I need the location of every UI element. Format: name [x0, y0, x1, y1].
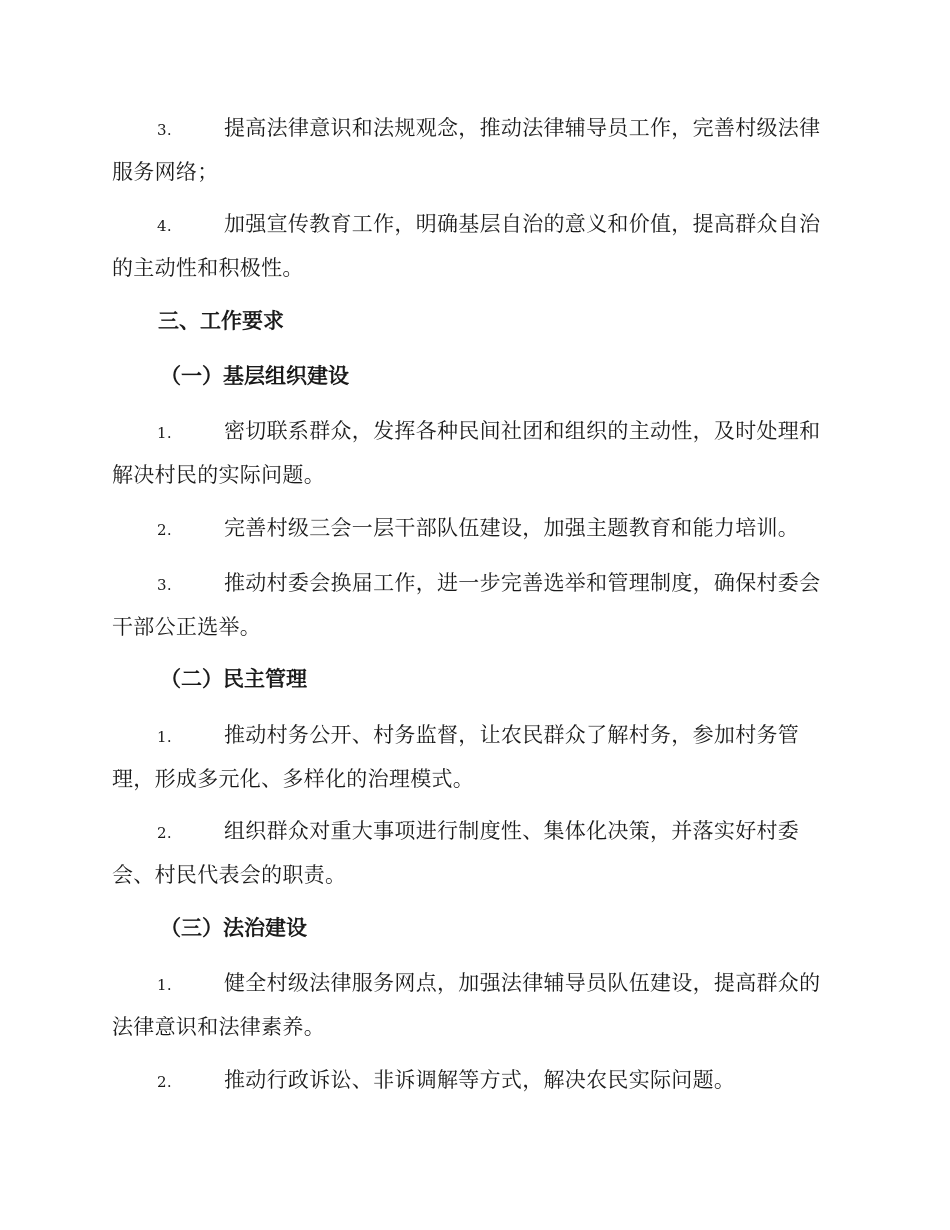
list-item [112, 810, 836, 896]
list-item [112, 107, 836, 193]
item-number: 1. [157, 728, 172, 746]
list-item [112, 410, 836, 496]
item-text-continued: 理，形成多元化、多样化的治理模式。 [112, 767, 475, 791]
item-text: 推动行政诉讼、非诉调解等方式，解决农民实际问题。 [224, 1068, 736, 1092]
item-number: 3. [157, 576, 172, 594]
item-text: 完善村级三会一层干部队伍建设，加强主题教育和能力培训。 [224, 516, 800, 540]
item-number: 4. [157, 217, 172, 235]
item-text: 推动村委会换届工作，进一步完善选举和管理制度，确保村委会 [224, 571, 821, 595]
list-item [112, 962, 836, 1048]
item-number: 2. [157, 824, 172, 842]
item-text: 推动村务公开、村务监督，让农民群众了解村务，参加村务管 [224, 723, 800, 747]
item-text-continued: 干部公正选举。 [112, 615, 262, 639]
item-number: 2. [157, 1073, 172, 1091]
item-number: 3. [157, 121, 172, 139]
item-number: 1. [157, 424, 172, 442]
list-item [112, 714, 836, 800]
list-item [112, 1059, 836, 1103]
subsection-heading: （三）法治建设 [160, 915, 307, 940]
item-text-continued: 会、村民代表会的职责。 [112, 863, 347, 887]
item-text: 提高法律意识和法规观念，推动法律辅导员工作，完善村级法律 [224, 116, 821, 140]
item-text-continued: 的主动性和积极性。 [112, 256, 304, 280]
item-text: 密切联系群众，发挥各种民间社团和组织的主动性，及时处理和 [224, 419, 821, 443]
item-text: 健全村级法律服务网点，加强法律辅导员队伍建设，提高群众的 [224, 971, 821, 995]
item-text: 组织群众对重大事项进行制度性、集体化决策，并落实好村委 [224, 819, 800, 843]
section-heading: 三、工作要求 [158, 308, 284, 333]
item-text: 加强宣传教育工作，明确基层自治的意义和价值，提高群众自治 [224, 212, 821, 236]
item-number: 1. [157, 976, 172, 994]
list-item [112, 507, 836, 551]
item-text-continued: 法律意识和法律素养。 [112, 1015, 325, 1039]
item-text-continued: 解决村民的实际问题。 [112, 463, 325, 487]
item-text-continued: 服务网络； [112, 160, 219, 184]
subsection-heading: （二）民主管理 [160, 666, 307, 691]
item-number: 2. [157, 521, 172, 539]
subsection-heading: （一）基层组织建设 [160, 363, 349, 388]
list-item [112, 203, 836, 289]
list-item [112, 562, 836, 648]
